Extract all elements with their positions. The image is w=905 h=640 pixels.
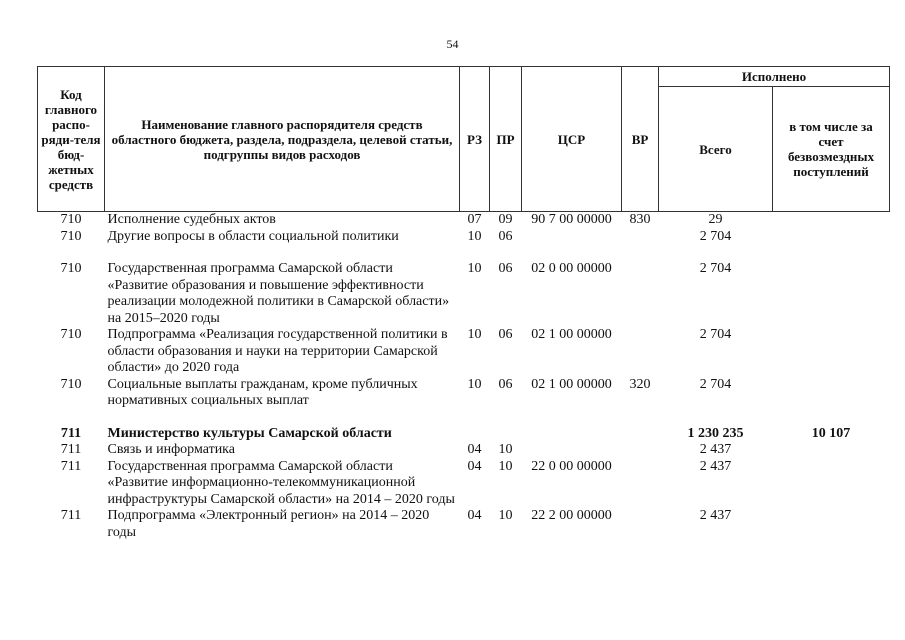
cell-vr (622, 261, 659, 327)
cell-rz: 10 (467, 327, 482, 342)
table-body (38, 212, 890, 542)
cell-csr: 22 2 00 00000 (531, 508, 612, 523)
cell-free-receipts (773, 377, 890, 410)
cell-vr (622, 327, 659, 377)
header-vr: ВР (622, 67, 659, 212)
cell-total: 29 (708, 212, 723, 227)
cell-vr (622, 442, 659, 459)
header-code: Код главного распо-ряди-теля бюд-жетных средств (38, 67, 105, 212)
cell-csr: 90 7 00 00000 (531, 212, 612, 227)
cell-rz: 04 (467, 458, 482, 474)
page-number: 54 (446, 37, 459, 51)
cell-pr: 09 (498, 212, 513, 227)
cell-code: 711 (60, 442, 82, 457)
cell-total: 2 704 (699, 376, 732, 392)
cell-total: 2 437 (699, 458, 732, 474)
cell-name: Другие вопросы в области социальной политики (107, 228, 399, 244)
cell-code: 711 (60, 425, 82, 441)
cell-code: 710 (60, 261, 82, 276)
cell-rz: 10 (467, 228, 482, 244)
header-csr: ЦСР (522, 67, 622, 212)
header-free-receipts: в том числе за счет безвозмездных поступлений (773, 87, 890, 212)
cell-free-receipts (773, 459, 890, 509)
cell-pr: 06 (498, 261, 513, 276)
cell-free-receipts (773, 508, 890, 541)
spacer-row (38, 245, 890, 261)
cell-rz: 04 (467, 442, 482, 457)
table-row (38, 426, 890, 443)
cell-csr: 02 1 00 00000 (531, 376, 612, 392)
header-name: Наименование главного распорядителя средств областного бюджета, раздела, подраздела, целевой статьи, подгруппы видов расходов (105, 67, 460, 212)
cell-vr (622, 229, 659, 246)
cell-total: 2 704 (699, 228, 732, 244)
cell-pr (490, 426, 522, 443)
cell-vr: 830 (629, 212, 651, 227)
cell-total: 2 437 (699, 508, 732, 523)
cell-name: Связь и информатика (107, 442, 235, 457)
cell-vr: 320 (629, 376, 651, 392)
cell-rz: 10 (467, 376, 482, 392)
cell-rz: 10 (467, 261, 482, 276)
cell-name: Государственная программа Самарской области «Развитие образования и повышение эффективности реализации молодежной политики в Самарской области» на 2015–2020 годы (107, 261, 450, 326)
table-row (38, 229, 890, 246)
cell-code: 711 (60, 458, 82, 474)
cell-total: 2 437 (699, 442, 732, 457)
cell-code: 711 (60, 508, 82, 523)
cell-free-receipts (773, 327, 890, 377)
spacer-row (38, 410, 890, 426)
cell-vr (622, 508, 659, 541)
cell-code: 710 (60, 376, 82, 392)
table-header (38, 67, 890, 212)
table-row (38, 261, 890, 327)
cell-pr: 06 (498, 228, 513, 244)
table-row (38, 442, 890, 459)
cell-code: 710 (60, 228, 82, 244)
cell-pr: 10 (498, 458, 513, 474)
cell-vr (622, 426, 659, 443)
cell-rz: 07 (467, 212, 482, 227)
cell-pr: 06 (498, 376, 513, 392)
cell-free-receipts (773, 229, 890, 246)
table-row (38, 508, 890, 541)
header-rz: РЗ (460, 67, 490, 212)
table-row (38, 377, 890, 410)
cell-free-receipts (773, 442, 890, 459)
cell-name: Исполнение судебных актов (107, 212, 276, 227)
cell-code: 710 (60, 327, 82, 342)
cell-total: 2 704 (699, 327, 732, 342)
cell-pr: 10 (498, 508, 513, 523)
cell-free-receipts (773, 261, 890, 327)
header-pr: ПР (490, 67, 522, 212)
cell-rz (460, 426, 490, 443)
cell-csr (522, 426, 622, 443)
cell-pr: 06 (498, 327, 513, 342)
header-total: Всего (659, 87, 773, 212)
cell-csr: 22 0 00 00000 (531, 458, 612, 474)
cell-csr (522, 229, 622, 246)
table-row (38, 212, 890, 229)
cell-free-receipts (773, 212, 890, 229)
cell-csr (522, 442, 622, 459)
table-row (38, 459, 890, 509)
cell-vr (622, 459, 659, 509)
cell-name: Министерство культуры Самарской области (107, 425, 392, 441)
cell-name: Социальные выплаты гражданам, кроме публичных нормативных социальных выплат (107, 376, 418, 408)
budget-table (37, 66, 890, 541)
cell-csr: 02 1 00 00000 (531, 327, 612, 342)
cell-csr: 02 0 00 00000 (531, 261, 612, 276)
cell-total: 1 230 235 (687, 425, 744, 441)
cell-pr: 10 (498, 442, 513, 457)
cell-code: 710 (60, 212, 82, 227)
cell-rz: 04 (467, 508, 482, 523)
cell-free-receipts: 10 107 (811, 425, 851, 441)
cell-name: Подпрограмма «Электронный регион» на 2014 – 2020 годы (107, 508, 430, 540)
cell-name: Государственная программа Самарской области «Развитие информационно-телекоммуникационной инфраструктуры Самарской области» на 2014 – 2020 годы (107, 458, 455, 507)
cell-total: 2 704 (699, 261, 732, 276)
table-row (38, 327, 890, 377)
header-executed: Исполнено (659, 67, 890, 87)
cell-name: Подпрограмма «Реализация государственной политики в области образования и науки на территории Самарской области» до 2020 года (107, 327, 448, 375)
